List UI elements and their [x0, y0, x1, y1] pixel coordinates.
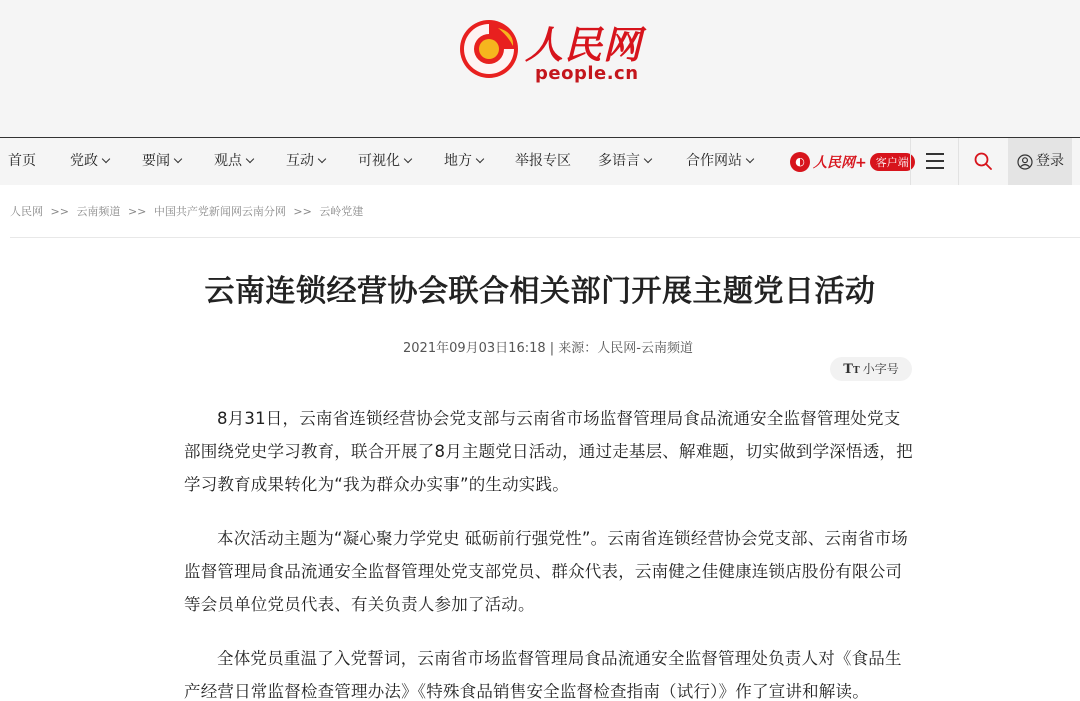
- client-app-name: 人民网+: [813, 155, 867, 171]
- nav-item-label: 首页: [8, 153, 36, 169]
- login-label: 登录: [1036, 153, 1064, 169]
- nav-item-local[interactable]: [444, 138, 483, 185]
- breadcrumb-separator: >>: [293, 205, 312, 218]
- breadcrumb-item[interactable]: 人民网: [10, 205, 43, 218]
- breadcrumb-item[interactable]: 中国共产党新闻网云南分网: [153, 205, 286, 218]
- nav-item-label: 党政: [70, 153, 98, 169]
- chevron-down-icon: [476, 155, 484, 163]
- article-meta: 2021年09月03日16:18 | 来源：人民网-云南频道: [403, 341, 693, 356]
- nav-item-news[interactable]: [142, 138, 181, 185]
- nav-item-label: 可视化: [358, 153, 400, 169]
- breadcrumb-item[interactable]: 云岭党建: [319, 205, 364, 218]
- logo-english-text: people.cn: [535, 63, 639, 84]
- breadcrumb-divider: [10, 237, 1080, 238]
- nav-item-label: 观点: [214, 153, 242, 169]
- nav-item-label: 互动: [286, 153, 314, 169]
- breadcrumb-item[interactable]: 云南频道: [76, 205, 121, 218]
- nav-divider: [958, 138, 959, 185]
- nav-item-interactive[interactable]: [286, 138, 325, 185]
- nav-item-label: 要闻: [142, 153, 170, 169]
- people-app-icon: ◐: [790, 152, 810, 172]
- nav-item-opinion[interactable]: [214, 138, 253, 185]
- article-paragraph: 全体党员重温了入党誓词，云南省市场监督管理局食品流通安全监督管理处负责人对《食品生产经营日常监督检查管理办法》《特殊食品销售安全监督检查指南（试行）》作了宣讲和解读。: [184, 649, 902, 701]
- nav-item-politics[interactable]: [70, 138, 109, 185]
- nav-item-visual[interactable]: [358, 138, 411, 185]
- chevron-down-icon: [644, 155, 652, 163]
- chevron-down-icon: [174, 155, 182, 163]
- article-title: 云南连锁经营协会联合相关部门开展主题党日活动: [204, 274, 876, 309]
- chevron-down-icon: [746, 155, 754, 163]
- font-size-toggle[interactable]: [830, 357, 912, 381]
- client-app-tag: 客户端: [870, 153, 915, 171]
- chevron-down-icon: [102, 155, 110, 163]
- chevron-down-icon: [246, 155, 254, 163]
- user-icon: [1017, 154, 1033, 170]
- client-app-link[interactable]: [790, 151, 915, 173]
- main-nav: [0, 137, 1080, 185]
- article-paragraph: 本次活动主题为“凝心聚力学党史 砥砺前行强党性”。云南省连锁经营协会党支部、云南省市场监督管理局食品流通安全监督管理处党支部党员、群众代表，云南健之佳健康连锁店股份有限公司等会员单位党员代表、有关负责人参加了活动。: [184, 529, 908, 614]
- chevron-down-icon: [318, 155, 326, 163]
- search-icon[interactable]: [974, 152, 992, 170]
- font-size-icon: TT: [843, 362, 860, 377]
- article-paragraph: 8月31日，云南省连锁经营协会党支部与云南省市场监督管理局食品流通安全监督管理处党支部围绕党史学习教育，联合开展了8月主题党日活动，通过走基层、解难题，切实做到学深悟透，把学习教育成果转化为“我为群众办实事”的生动实践。: [184, 409, 913, 494]
- logo-swirl-icon: [458, 18, 520, 80]
- nav-item-partners[interactable]: [686, 138, 753, 185]
- nav-item-home[interactable]: [8, 138, 36, 185]
- nav-item-label: 地方: [444, 153, 472, 169]
- nav-item-report[interactable]: [515, 138, 571, 185]
- article-body: [184, 402, 914, 701]
- nav-item-label: 合作网站: [686, 153, 742, 169]
- breadcrumb: [10, 203, 363, 219]
- logo-chinese-text: 人民网: [525, 22, 643, 67]
- menu-icon[interactable]: [926, 153, 944, 169]
- font-size-label: 小字号: [862, 362, 899, 376]
- breadcrumb-separator: >>: [50, 205, 69, 218]
- breadcrumb-separator: >>: [127, 205, 147, 218]
- nav-divider: [910, 138, 911, 185]
- chevron-down-icon: [404, 155, 412, 163]
- nav-item-label: 举报专区: [515, 153, 571, 169]
- site-header: [0, 0, 1080, 137]
- people-cn-logo[interactable]: [455, 12, 645, 88]
- login-button[interactable]: [1008, 138, 1072, 185]
- nav-item-languages[interactable]: [598, 138, 651, 185]
- nav-item-label: 多语言: [598, 153, 640, 169]
